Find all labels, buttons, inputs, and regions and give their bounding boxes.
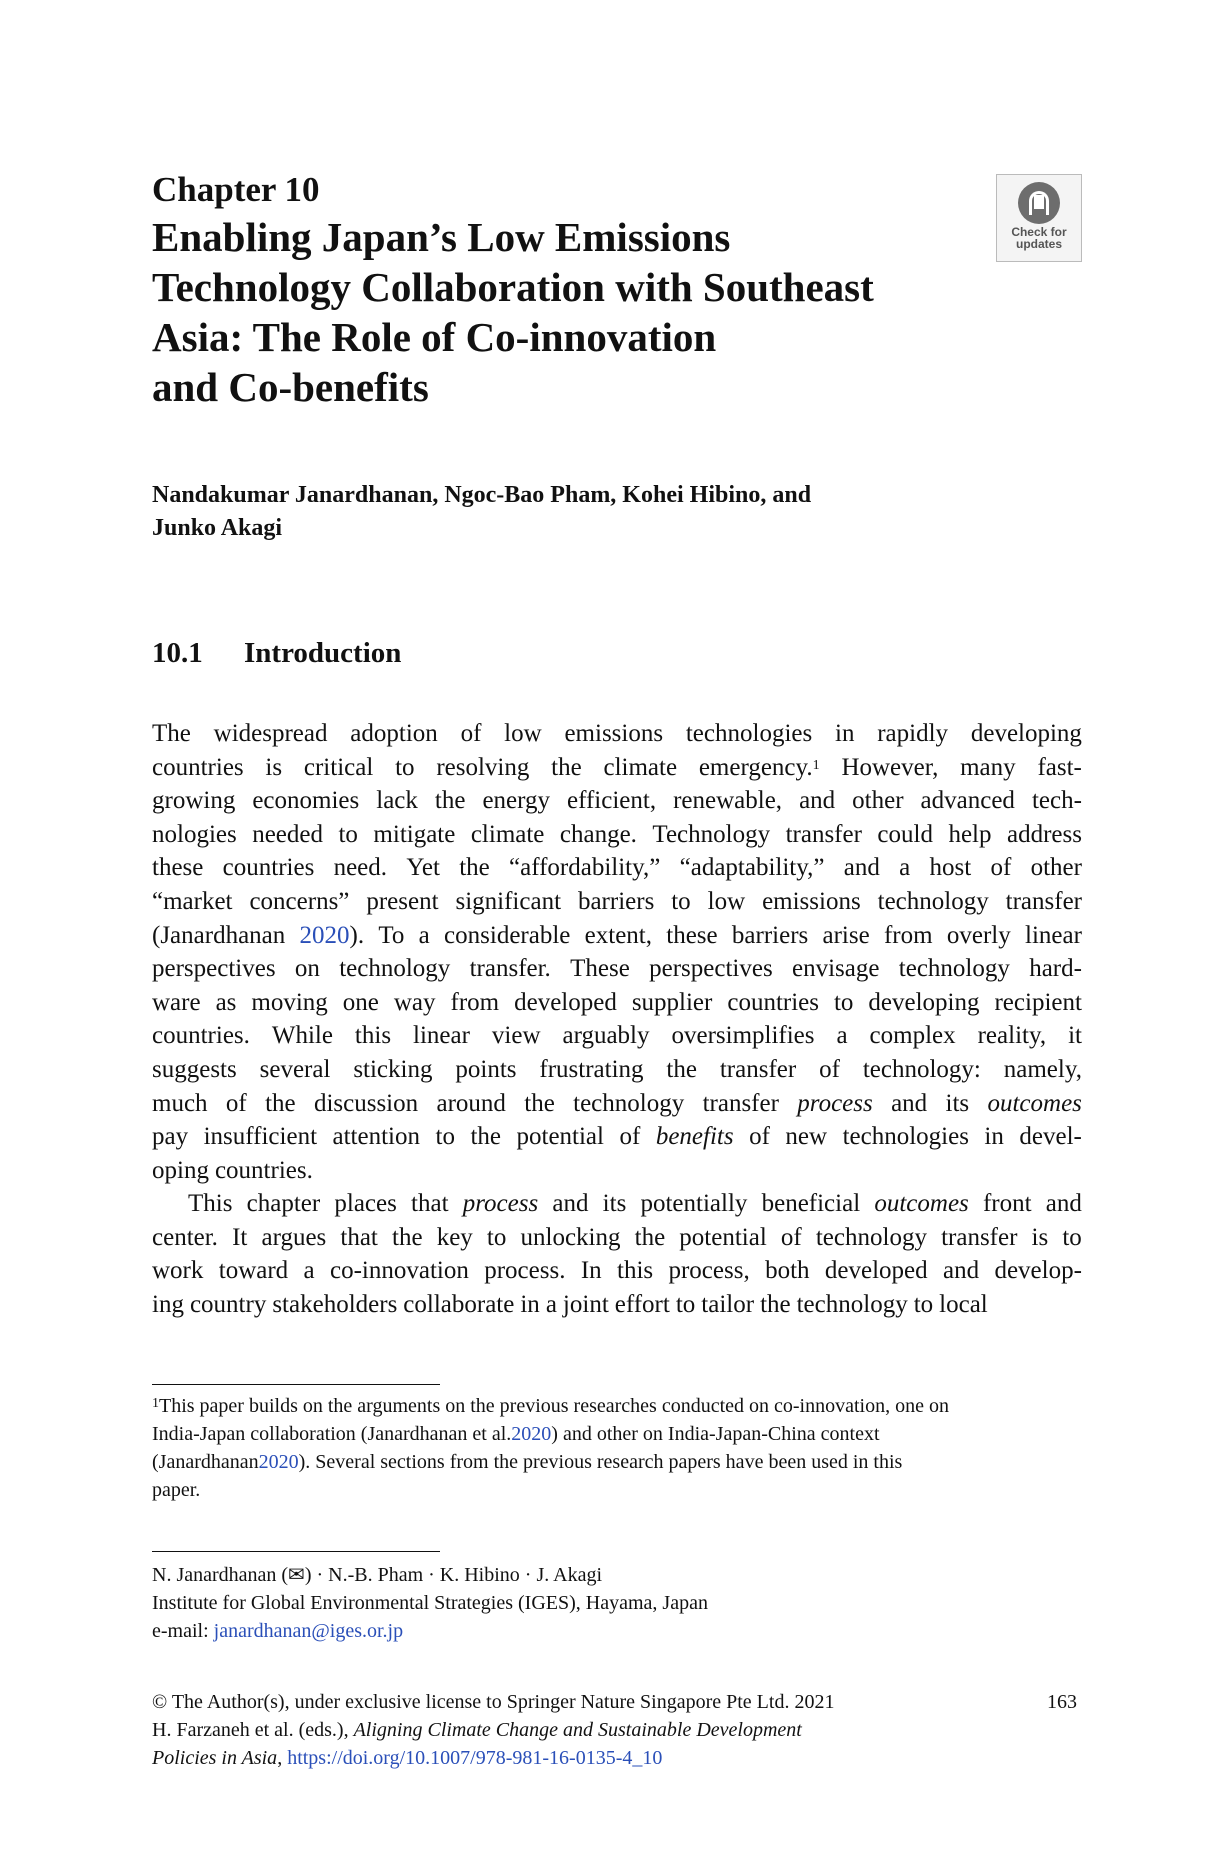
page-number: 163 [1047, 1691, 1077, 1713]
text-line: perspectives on technology transfer. These perspectives envisage technology hard- [152, 955, 1082, 983]
doi-link[interactable]: https://doi.org/10.1007/978-981-16-0135-4_10 [287, 1747, 663, 1769]
paragraph-1 [152, 717, 1082, 1187]
text-line: nologies needed to mitigate climate change. Technology transfer could help address [152, 820, 1082, 848]
section-heading [152, 636, 401, 670]
text-line: much of the discussion around the technology transfer process and its outcomes [152, 1089, 1082, 1117]
badge-label: Check for updates [1011, 225, 1067, 251]
text-line: oping countries. [152, 1156, 313, 1184]
chapter-label: Chapter 10 [152, 170, 320, 209]
text-line: countries is critical to resolving the climate emergency.$^1$ However, many fast- [152, 753, 1082, 781]
check-for-updates-badge[interactable] [996, 174, 1082, 262]
text-line: The widespread adoption of low emissions technologies in rapidly developing [152, 720, 1082, 747]
title-line: and Co-benefits [152, 364, 429, 410]
text-line: growing economies lack the energy efficient, renewable, and other advanced tech- [152, 787, 1082, 815]
footnote: $^1$This paper builds on the arguments on the previous researches conducted on co-innovation, one on India-Japan collaboration (Janardhanan et al. 2020 ) and other on India-Japan-China context (Janardhanan 2020 ). Several sections from the previous research papers have been used in this paper. [152, 1395, 949, 1501]
affiliation-divider [152, 1551, 440, 1552]
title-line: Technology Collaboration with Southeast [152, 264, 874, 310]
text-line: ing country stakeholders collaborate in a joint effort to tailor the technology to local [152, 1290, 988, 1318]
chapter-title [152, 212, 992, 412]
email-link[interactable]: janardhanan@iges.or.jp [213, 1620, 404, 1642]
affiliation-block: N. Janardhanan (✉) · N.-B. Pham · K. Hibino · J. Akagi Institute for Global Environmental Strategies (IGES), Hayama, Japan e-mail: janardhanan@iges.or.jp [152, 1561, 1082, 1645]
title-line: Asia: The Role of Co-innovation [152, 314, 717, 360]
text-line: center. It argues that the key to unlocking the potential of technology transfer is to [152, 1223, 1082, 1251]
author-list: Nandakumar Janardhanan, Ngoc-Bao Pham, Kohei Hibino, and Junko Akagi [152, 482, 812, 541]
text-line: (Janardhanan 2020). To a considerable extent, these barriers arise from overly linear [152, 921, 1082, 949]
section-title: Introduction [244, 637, 402, 669]
text-line: countries. While this linear view arguably oversimplifies a complex reality, it [152, 1022, 1082, 1050]
author-names: N. Janardhanan (✉) · N.-B. Pham · K. Hibino · J. Akagi [152, 1564, 603, 1586]
text-line: “market concerns” present significant barriers to low emissions technology transfer [152, 887, 1082, 915]
institute: Institute for Global Environmental Strategies (IGES), Hayama, Japan [152, 1592, 708, 1614]
text-line: pay insufficient attention to the potential of benefits of new technologies in devel- [152, 1123, 1082, 1151]
paragraph-2 [152, 1187, 1082, 1321]
text-line: these countries need. Yet the “affordability,” “adaptability,” and a host of other [152, 854, 1082, 882]
text-line: This chapter places that process and its potentially beneficial outcomes front and [188, 1190, 1082, 1217]
citation-link[interactable]: 2020 [258, 1451, 299, 1473]
footnote-divider [152, 1384, 440, 1385]
section-number: 10.1 [152, 637, 203, 669]
text-line: suggests several sticking points frustrating the transfer of technology: namely, [152, 1055, 1082, 1083]
copyright-block: © The Author(s), under exclusive license to Springer Nature Singapore Pte Ltd. 2021 H. Farzaneh et al. (eds.), Aligning Climate Change and Sustainable Development Policies in Asia, https://doi.org/10.1007/978-981-16-0135-4_10 [152, 1691, 835, 1769]
title-line: Enabling Japan’s Low Emissions [152, 214, 731, 260]
citation-link[interactable]: 2020 [299, 921, 350, 949]
citation-link[interactable]: 2020 [511, 1423, 552, 1445]
bookmark-icon [1018, 182, 1060, 224]
text-line: ware as moving one way from developed supplier countries to developing recipient [152, 988, 1082, 1016]
text-line: work toward a co-innovation process. In this process, both developed and develop- [152, 1257, 1082, 1285]
